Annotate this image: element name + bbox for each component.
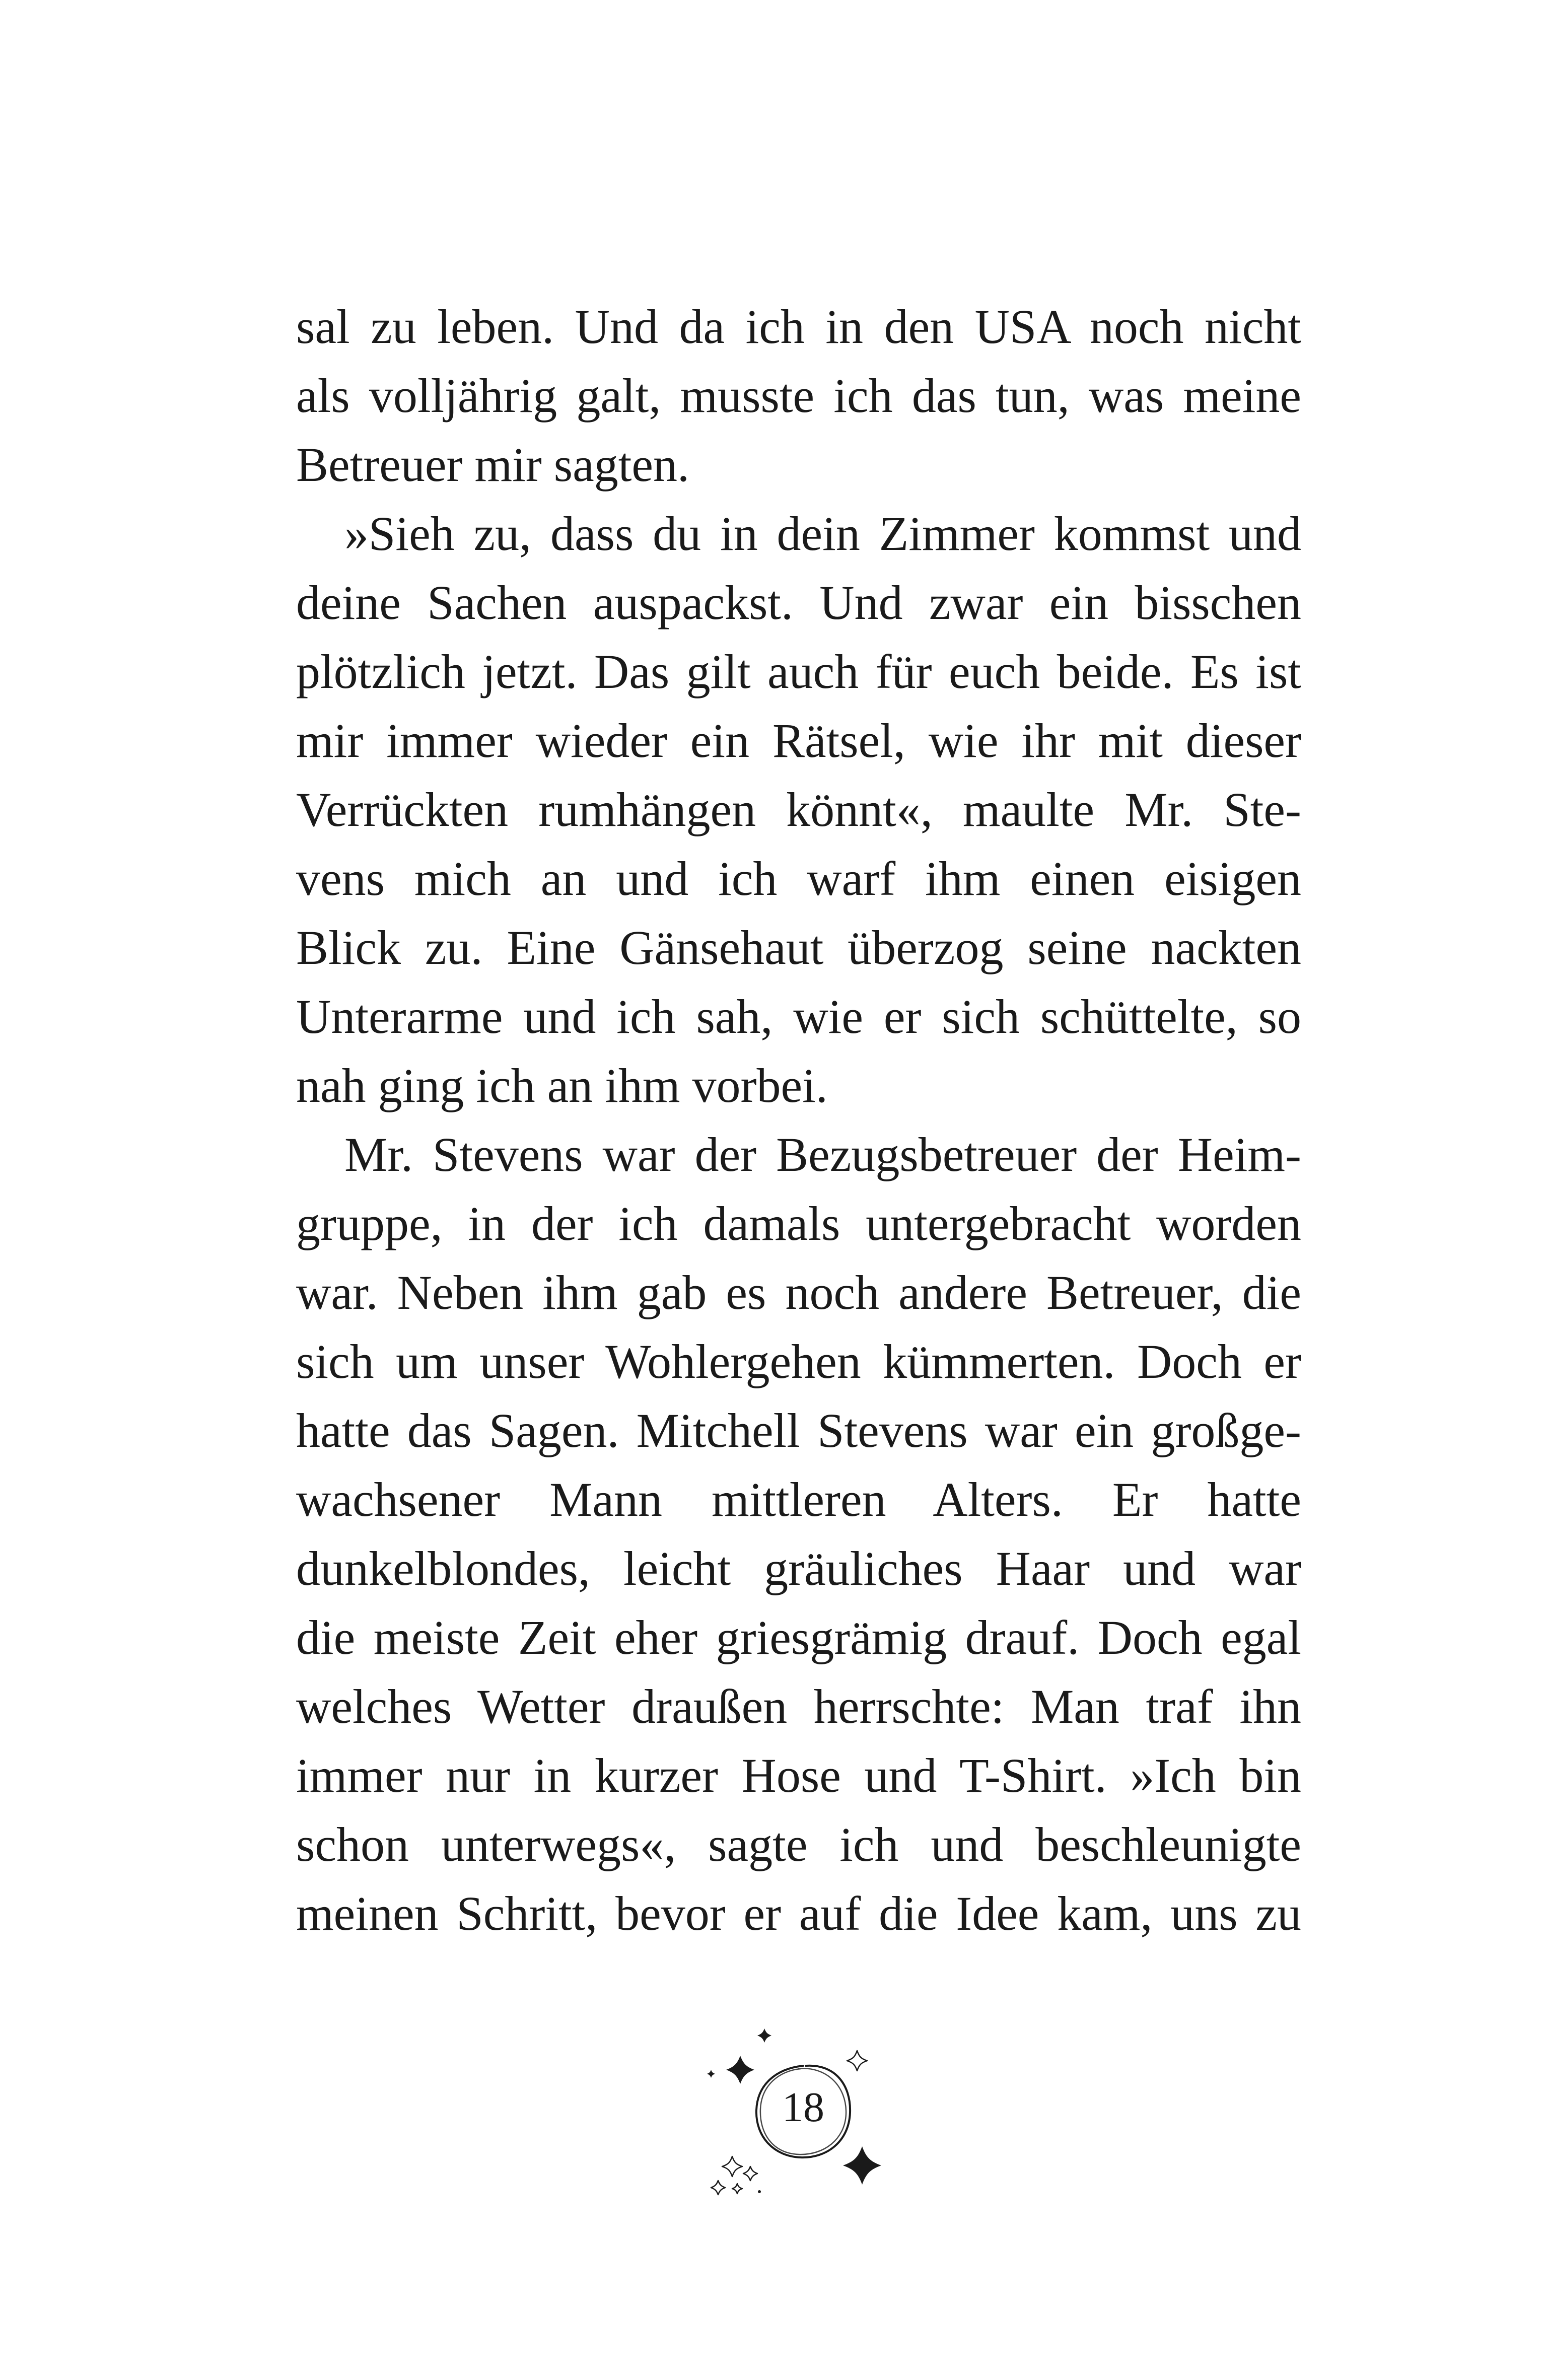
page-number-ornament (700, 2009, 901, 2211)
text-line: dunkelblondes, leicht gräuliches Haar und war (296, 1542, 1301, 1595)
text-line: Verrückten rumhängen könnt«, maulte Mr. Ste- (296, 783, 1301, 836)
text-line: »Sieh zu, dass du in dein Zimmer kommst und (344, 507, 1301, 561)
text-line: als volljährig galt, musste ich das tun, was meine (296, 369, 1301, 423)
text-line: wachsener Mann mittleren Alters. Er hatte (296, 1473, 1301, 1526)
body-text (296, 292, 1301, 1948)
text-line: deine Sachen auspackst. Und zwar ein bisschen (296, 576, 1301, 629)
page-number: 18 (782, 2084, 824, 2131)
text-line: hatte das Sagen. Mitchell Stevens war ein großge- (296, 1404, 1301, 1457)
text-line: sal zu leben. Und da ich in den USA noch nicht (296, 300, 1301, 354)
text-line: schon unterwegs«, sagte ich und beschleunigte (296, 1817, 1301, 1871)
text-line: plötzlich jetzt. Das gilt auch für euch beide. Es ist (296, 645, 1301, 698)
text-line: mir immer wieder ein Rätsel, wie ihr mit dieser (296, 714, 1301, 767)
text-line: Betreuer mir sagten. (296, 438, 690, 492)
text-line: gruppe, in der ich damals untergebracht worden (296, 1197, 1301, 1250)
text-line: war. Neben ihm gab es noch andere Betreuer, die (296, 1266, 1301, 1319)
text-line: Blick zu. Eine Gänsehaut überzog seine nackten (296, 921, 1301, 974)
text-line: welches Wetter draußen herrschte: Man traf ihn (296, 1679, 1301, 1733)
text-line: Unterarme und ich sah, wie er sich schüttelte, so (296, 990, 1301, 1043)
text-line: immer nur in kurzer Hose und T-Shirt. »Ich bin (296, 1748, 1301, 1802)
text-line: sich um unser Wohlergehen kümmerten. Doch er (296, 1335, 1301, 1388)
text-line: nah ging ich an ihm vorbei. (296, 1059, 828, 1112)
text-line: die meiste Zeit eher griesgrämig drauf. Doch egal (296, 1611, 1301, 1664)
text-line: meinen Schritt, bevor er auf die Idee kam, uns zu (296, 1886, 1301, 1940)
text-line: vens mich an und ich warf ihm einen eisigen (296, 852, 1301, 905)
text-line: Mr. Stevens war der Bezugsbetreuer der Heim- (344, 1128, 1301, 1181)
